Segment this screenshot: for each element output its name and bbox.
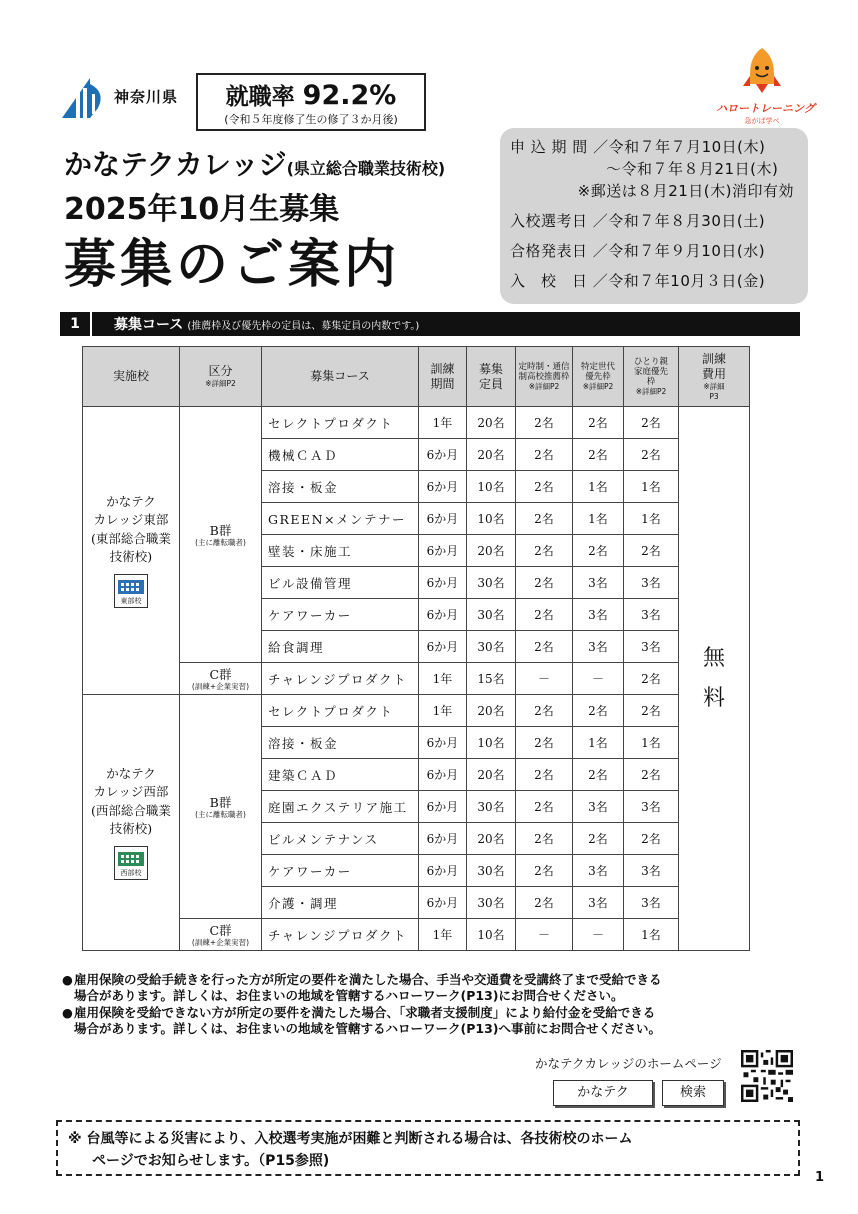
capacity-cell: 20名 (467, 407, 516, 439)
period-cell: 1年 (419, 695, 467, 727)
period-cell: 1年 (419, 663, 467, 695)
header-capacity: 募集定員 (467, 347, 516, 407)
period-cell: 6か月 (419, 855, 467, 887)
recommend-quota-cell: 2名 (516, 759, 573, 791)
period-cell: 6か月 (419, 823, 467, 855)
header-fee: 訓練費用 ※詳細P3 (679, 347, 750, 407)
employment-rate (198, 78, 424, 111)
prefecture-name: 神奈川県 (114, 88, 179, 106)
period-cell: 6か月 (419, 471, 467, 503)
single-parent-quota-cell: 1名 (624, 471, 679, 503)
group-b-sublabel: (主に離転職者) (195, 809, 246, 819)
capacity-cell: 20名 (467, 759, 516, 791)
generation-quota-cell: 2名 (573, 695, 624, 727)
recommend-quota-cell: 2名 (516, 407, 573, 439)
section-number: 1 (60, 312, 92, 336)
header-course: 募集コース (262, 347, 419, 407)
table-row (83, 663, 750, 695)
recommend-quota-cell: 2名 (516, 599, 573, 631)
single-parent-quota-cell: 3名 (624, 855, 679, 887)
header-single-parent: ひとり親家庭優先枠 ※詳細P2 (624, 347, 679, 407)
capacity-cell: 30名 (467, 887, 516, 919)
course-name-cell: 介護・調理 (262, 887, 419, 919)
recommend-quota-cell: 2名 (516, 631, 573, 663)
schedule-mail-note: ※郵送は８月21日(木)消印有効 (577, 182, 794, 200)
school-icon-label: 東部校 (120, 596, 142, 605)
employment-rate-label: 就職率 (225, 84, 295, 110)
single-parent-quota-cell: 2名 (624, 823, 679, 855)
note-line: 場合があります。詳しくは、お住まいの地域を管轄するハローワーク(P13)にお問合せください。 (74, 988, 624, 1003)
section-header (60, 312, 800, 336)
guide-title: 募集のご案内 (64, 235, 401, 295)
single-parent-quota-cell: 2名 (624, 759, 679, 791)
period-cell: 6か月 (419, 727, 467, 759)
hello-training-logo (716, 46, 815, 126)
header-generation: 特定世代優先枠 ※詳細P2 (573, 347, 624, 407)
recommend-quota-cell: 2名 (516, 887, 573, 919)
group-b-label: B群 (209, 522, 232, 538)
recommend-quota-cell: 2名 (516, 439, 573, 471)
recommend-quota-cell: 2名 (516, 695, 573, 727)
generation-quota-cell: 1名 (573, 503, 624, 535)
single-parent-quota-cell: 2名 (624, 407, 679, 439)
period-cell: 1年 (419, 919, 467, 951)
search-keyword-box[interactable]: かなテク (553, 1080, 653, 1106)
recommend-quota-cell: 2名 (516, 791, 573, 823)
disaster-note-line: ※ 台風等による災害により、入校選考実施が困難と判断される場合は、各技術校のホーム (68, 1131, 633, 1147)
employment-rate-box (196, 73, 426, 131)
capacity-cell: 30名 (467, 567, 516, 599)
header-recommend: 定時制・通信制高校推薦枠 ※詳細P2 (516, 347, 573, 407)
period-cell: 6か月 (419, 631, 467, 663)
group-c-label: C群 (209, 666, 232, 682)
capacity-cell: 30名 (467, 791, 516, 823)
single-parent-quota-cell: 2名 (624, 695, 679, 727)
course-name-cell: 溶接・板金 (262, 727, 419, 759)
recruit-title: 2025年10月生募集 (64, 192, 340, 227)
school-name-line: 技術校) (109, 820, 153, 836)
employment-rate-value: 92.2% (302, 80, 397, 111)
notes (62, 972, 782, 1038)
generation-quota-cell: 1名 (573, 471, 624, 503)
group-b-label: B群 (209, 794, 232, 810)
period-cell: 6か月 (419, 599, 467, 631)
generation-quota-cell: 3名 (573, 567, 624, 599)
period-cell: 6か月 (419, 887, 467, 919)
course-name-cell: チャレンジプロダクト (262, 919, 419, 951)
generation-quota-cell: 2名 (573, 535, 624, 567)
period-cell: 6か月 (419, 503, 467, 535)
recommend-quota-cell: 2名 (516, 503, 573, 535)
generation-quota-cell: － (573, 663, 624, 695)
section-title-text: 募集コース (114, 317, 184, 333)
group-b-cell-east (180, 407, 262, 663)
single-parent-quota-cell: 2名 (624, 439, 679, 471)
recommend-quota-cell: － (516, 663, 573, 695)
note-item (62, 1005, 782, 1037)
fee-char: 料 (702, 685, 725, 711)
course-name-cell: GREEN×メンテナー (262, 503, 419, 535)
course-name-cell: セレクトプロダクト (262, 407, 419, 439)
schedule-entry-date: 入 校 日 ／令和７年10月３日(金) (510, 272, 766, 290)
capacity-cell: 30名 (467, 599, 516, 631)
course-name-cell: セレクトプロダクト (262, 695, 419, 727)
table-row (83, 919, 750, 951)
header-school: 実施校 (83, 347, 180, 407)
single-parent-quota-cell: 3名 (624, 887, 679, 919)
schedule-result-date: 合格発表日 ／令和７年９月10日(水) (510, 242, 766, 260)
school-icon-label: 西部校 (120, 868, 142, 877)
single-parent-quota-cell: 1名 (624, 727, 679, 759)
note-bullet: ● (62, 972, 73, 987)
generation-quota-cell: 3名 (573, 887, 624, 919)
school-name-sub: (県立総合職業技術校) (286, 159, 446, 178)
recommend-quota-cell: 2名 (516, 471, 573, 503)
period-cell: 6か月 (419, 567, 467, 599)
generation-quota-cell: 3名 (573, 791, 624, 823)
capacity-cell: 10名 (467, 727, 516, 759)
single-parent-quota-cell: 2名 (624, 535, 679, 567)
generation-quota-cell: 1名 (573, 727, 624, 759)
school-name-line: かなテク (106, 494, 156, 510)
single-parent-quota-cell: 3名 (624, 567, 679, 599)
capacity-cell: 20名 (467, 823, 516, 855)
fee-cell (679, 407, 750, 951)
period-cell: 6か月 (419, 759, 467, 791)
search-button[interactable]: 検索 (662, 1080, 724, 1106)
recommend-quota-cell: 2名 (516, 567, 573, 599)
generation-quota-cell: 3名 (573, 855, 624, 887)
generation-quota-cell: 2名 (573, 823, 624, 855)
school-building-icon (114, 574, 148, 608)
capacity-cell: 30名 (467, 631, 516, 663)
period-cell: 1年 (419, 407, 467, 439)
course-table (82, 346, 750, 951)
generation-quota-cell: 2名 (573, 439, 624, 471)
recommend-quota-cell: 2名 (516, 727, 573, 759)
single-parent-quota-cell: 3名 (624, 599, 679, 631)
course-name-cell: 溶接・板金 (262, 471, 419, 503)
single-parent-quota-cell: 1名 (624, 503, 679, 535)
qr-code-icon[interactable] (741, 1050, 793, 1102)
page-number: 1 (815, 1170, 825, 1185)
table-header-row (83, 347, 750, 407)
period-cell: 6か月 (419, 535, 467, 567)
table-row (83, 695, 750, 727)
recommend-quota-cell: 2名 (516, 535, 573, 567)
note-line: 雇用保険を受給できない方が所定の要件を満たした場合、「求職者支援制度」により給付金を受給できる (74, 1005, 656, 1020)
capacity-cell: 10名 (467, 471, 516, 503)
table-body (83, 407, 750, 951)
generation-quota-cell: 3名 (573, 599, 624, 631)
employment-rate-note: (令和５年度修了生の修了３か月後) (224, 113, 398, 126)
school-title (64, 143, 445, 183)
capacity-cell: 20名 (467, 535, 516, 567)
course-name-cell: ビル設備管理 (262, 567, 419, 599)
capacity-cell: 20名 (467, 695, 516, 727)
generation-quota-cell: 2名 (573, 759, 624, 791)
generation-quota-cell: 2名 (573, 407, 624, 439)
recommend-quota-cell: 2名 (516, 855, 573, 887)
schedule-exam-date: 入校選考日 ／令和７年８月30日(土) (510, 212, 766, 230)
capacity-cell: 10名 (467, 919, 516, 951)
single-parent-quota-cell: 3名 (624, 631, 679, 663)
fee-char: 無 (702, 645, 725, 671)
kanagawa-prefecture-logo (60, 74, 108, 122)
hello-training-text: ハロートレーニング (716, 102, 815, 115)
section-title (92, 314, 419, 334)
schedule-apply-period-end: ～令和７年８月21日(木) (606, 160, 779, 178)
school-building-icon (114, 846, 148, 880)
table-row (83, 407, 750, 439)
school-name-line: 技術校) (109, 548, 153, 564)
school-name-line: (西部総合職業 (91, 802, 171, 818)
single-parent-quota-cell: 2名 (624, 663, 679, 695)
capacity-cell: 30名 (467, 855, 516, 887)
hello-training-subtext: 急がば学べ (744, 117, 780, 125)
school-name-line: カレッジ西部 (93, 784, 169, 800)
recommend-quota-cell: 2名 (516, 823, 573, 855)
single-parent-quota-cell: 1名 (624, 919, 679, 951)
period-cell: 6か月 (419, 439, 467, 471)
note-item (62, 972, 782, 1004)
group-b-sublabel: (主に離転職者) (195, 537, 246, 547)
recommend-quota-cell: － (516, 919, 573, 951)
school-name-line: カレッジ東部 (93, 512, 169, 528)
note-line: 雇用保険の受給手続きを行った方が所定の要件を満たした場合、手当や交通費を受講終了まで受給できる (74, 972, 662, 987)
course-name-cell: 建築ＣＡＤ (262, 759, 419, 791)
homepage-label: かなテクカレッジのホームページ (535, 1056, 722, 1071)
period-cell: 6か月 (419, 791, 467, 823)
course-name-cell: チャレンジプロダクト (262, 663, 419, 695)
group-c-cell-west (180, 919, 262, 951)
disaster-note (56, 1120, 800, 1176)
course-name-cell: 壁装・床施工 (262, 535, 419, 567)
generation-quota-cell: 3名 (573, 631, 624, 663)
capacity-cell: 15名 (467, 663, 516, 695)
capacity-cell: 20名 (467, 439, 516, 471)
group-c-sublabel: (訓練+企業実習) (191, 937, 250, 947)
group-c-label: C群 (209, 922, 232, 938)
schedule-apply-period: 申 込 期 間 ／令和７年７月10日(木) (510, 138, 766, 156)
header-category: 区分 ※詳細P2 (180, 347, 262, 407)
school-name-line: (東部総合職業 (91, 530, 171, 546)
note-bullet: ● (62, 1005, 73, 1020)
course-name-cell: 機械ＣＡＤ (262, 439, 419, 471)
rocket-mascot-icon (740, 46, 784, 94)
section-note: (推薦枠及び優先枠の定員は、募集定員の内数です。) (187, 321, 420, 332)
group-c-cell-east (180, 663, 262, 695)
note-line: 場合があります。詳しくは、お住まいの地域を管轄するハローワーク(P13)へ事前にお問合せください。 (74, 1021, 661, 1036)
capacity-cell: 10名 (467, 503, 516, 535)
school-name-line: かなテク (106, 766, 156, 782)
school-cell-west (83, 695, 180, 951)
course-name-cell: 庭園エクステリア施工 (262, 791, 419, 823)
disaster-note-line: ページでお知らせします。（P15参照) (92, 1153, 330, 1169)
generation-quota-cell: － (573, 919, 624, 951)
group-b-cell-west (180, 695, 262, 919)
header-period: 訓練期間 (419, 347, 467, 407)
schedule-box (500, 128, 808, 304)
school-cell-east (83, 407, 180, 695)
course-name-cell: ビルメンテナンス (262, 823, 419, 855)
school-name: かなテクカレッジ (64, 148, 287, 181)
course-name-cell: ケアワーカー (262, 855, 419, 887)
course-name-cell: ケアワーカー (262, 599, 419, 631)
course-name-cell: 給食調理 (262, 631, 419, 663)
group-c-sublabel: (訓練+企業実習) (191, 681, 250, 691)
single-parent-quota-cell: 3名 (624, 791, 679, 823)
